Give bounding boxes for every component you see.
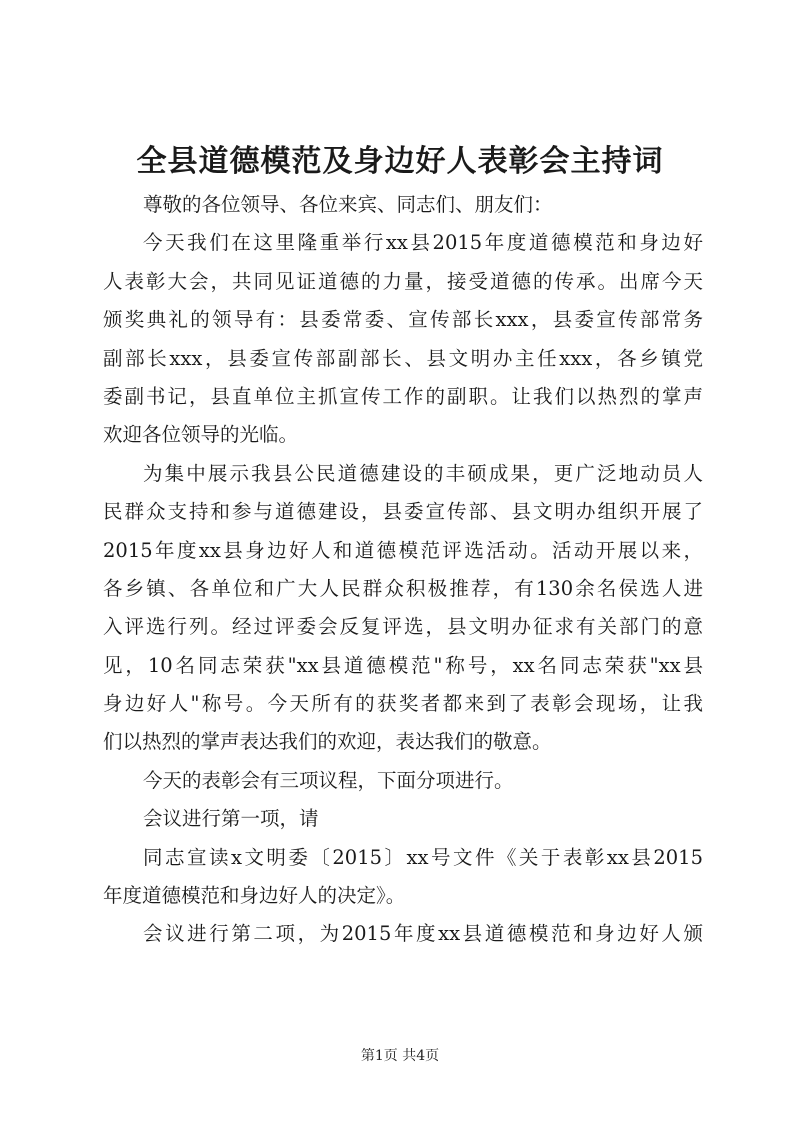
paragraph-opening bbox=[103, 224, 703, 454]
text-line: 颁奖典礼的领导有：县委常委、宣传部长xxx，县委宣传部常务 bbox=[103, 308, 703, 332]
text-line: 各乡镇、各单位和广大人民群众积极推荐，有130余名侯选人进 bbox=[103, 576, 703, 600]
paragraph-agenda bbox=[103, 762, 703, 800]
paragraph-item-one bbox=[103, 800, 703, 838]
text-line: 欢迎各位领导的光临。 bbox=[103, 423, 299, 447]
paragraph-greeting bbox=[103, 186, 703, 224]
text-line: 会议进行第二项，为2015年度xx县道德模范和身边好人颁 bbox=[143, 922, 703, 946]
text-line: 见，10名同志荣获"xx县道德模范"称号，xx名同志荣获"xx县 bbox=[103, 653, 703, 677]
text-line: 委副书记，县直单位主抓宣传工作的副职。让我们以热烈的掌声 bbox=[103, 384, 703, 408]
text-line: 2015年度xx县身边好人和道德模范评选活动。活动开展以来， bbox=[103, 538, 703, 562]
paragraph-announcement bbox=[103, 839, 703, 916]
text-line: 尊敬的各位领导、各位来宾、同志们、朋友们： bbox=[143, 193, 553, 216]
text-line: 今天我们在这里隆重举行xx县2015年度道德模范和身边好 bbox=[143, 231, 703, 255]
text-line: 会议进行第一项，请 bbox=[143, 807, 319, 831]
page-footer: 第1页 共4页 bbox=[360, 1048, 440, 1064]
text-line: 年度道德模范和身边好人的决定》。 bbox=[103, 884, 406, 908]
paragraph-background bbox=[103, 455, 703, 762]
document-title: 全县道德模范及身边好人表彰会主持词 bbox=[136, 144, 664, 179]
text-line: 为集中展示我县公民道德建设的丰硕成果，更广泛地动员人 bbox=[143, 461, 703, 485]
text-line: 民群众支持和参与道德建设，县委宣传部、县文明办组织开展了 bbox=[103, 500, 703, 524]
text-line: 同志宣读x文明委〔2015〕xx号文件《关于表彰xx县2015 bbox=[143, 845, 703, 869]
text-line: 副部长xxx，县委宣传部副部长、县文明办主任xxx，各乡镇党 bbox=[103, 346, 703, 370]
text-line: 今天的表彰会有三项议程，下面分项进行。 bbox=[143, 768, 514, 792]
paragraph-item-two bbox=[103, 915, 703, 953]
document-body bbox=[103, 186, 703, 954]
text-line: 人表彰大会，共同见证道德的力量，接受道德的传承。出席今天 bbox=[103, 269, 703, 293]
text-line: 们以热烈的掌声表达我们的欢迎，表达我们的敬意。 bbox=[103, 730, 552, 754]
text-line: 身边好人"称号。今天所有的获奖者都来到了表彰会现场，让我 bbox=[103, 692, 703, 716]
text-line: 入评选行列。经过评委会反复评选，县文明办征求有关部门的意 bbox=[103, 615, 703, 639]
